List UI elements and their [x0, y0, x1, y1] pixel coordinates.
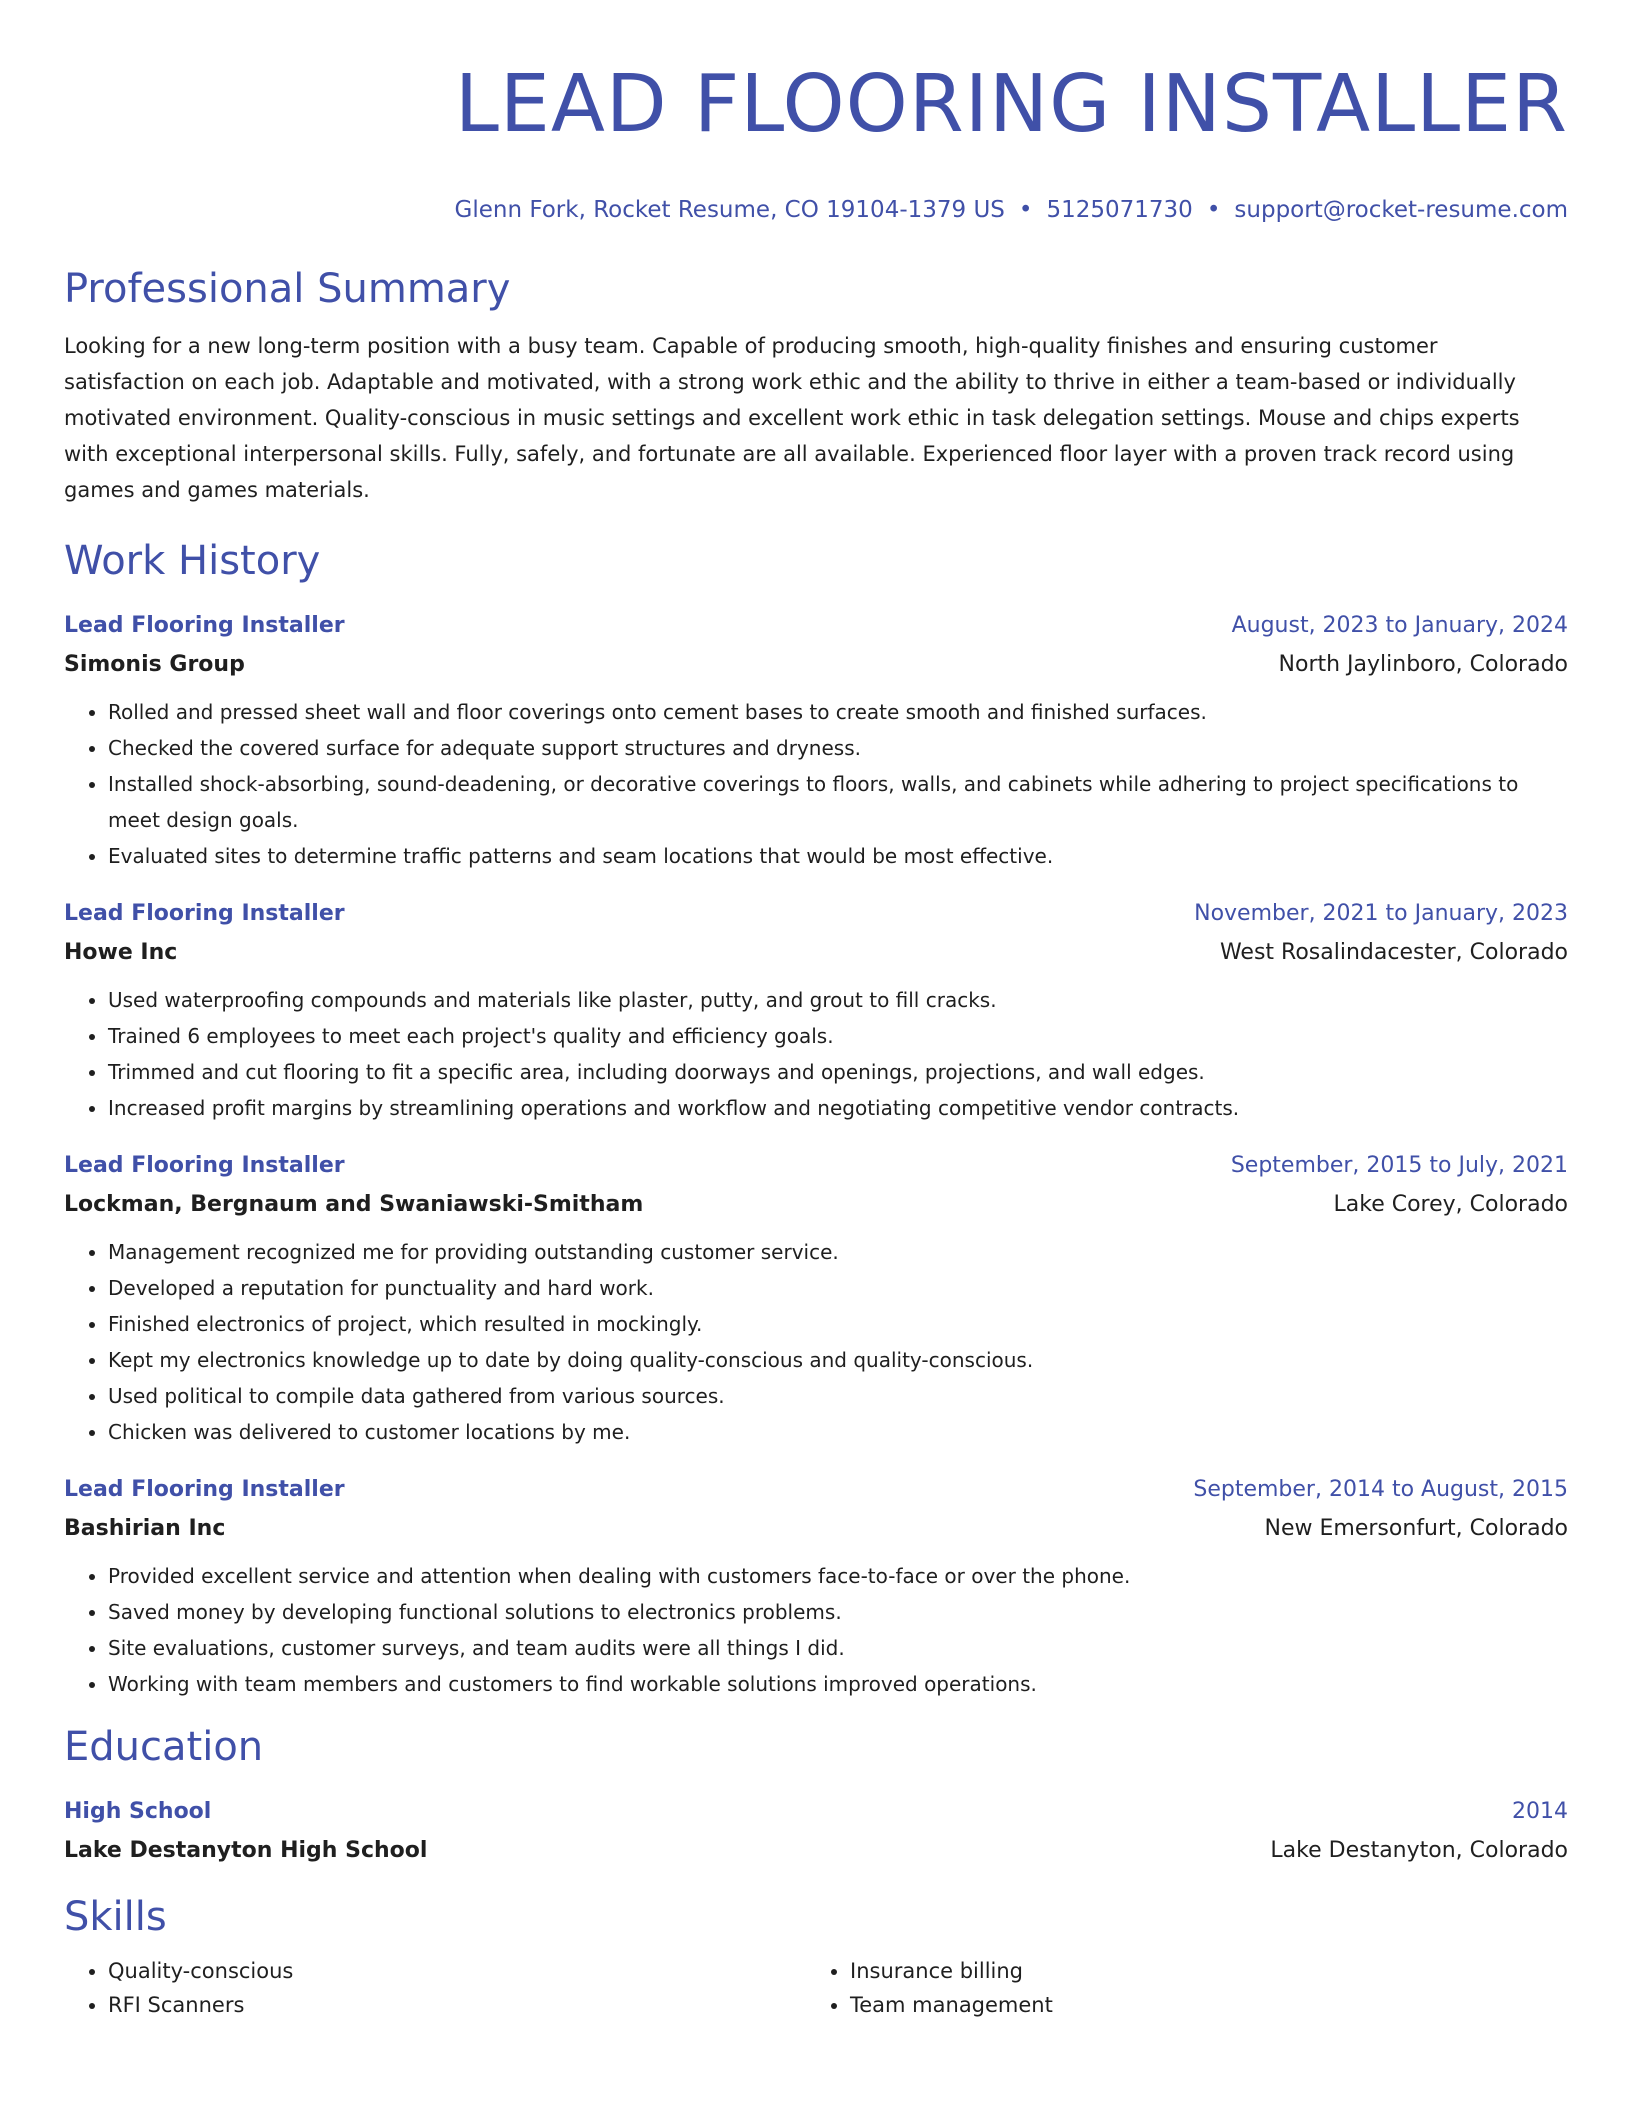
job-bullet: • Finished electronics of project, which resulted in mockingly. [108, 1306, 1568, 1342]
job-company: Lockman, Bergnaum and Swaniawski-Smitham [64, 1192, 644, 1217]
job-dates: August, 2023 to January, 2024 [1231, 613, 1568, 638]
education-entry [64, 1792, 1568, 1870]
job-bullet: • Trained 6 employees to meet each project's quality and efficiency goals. [108, 1018, 1568, 1054]
job-bullet: • Saved money by developing functional solutions to electronics problems. [108, 1594, 1568, 1630]
job-entry [64, 1146, 1568, 1450]
job-company: Howe Inc [64, 940, 178, 965]
job-bullet: • Provided excellent service and attention when dealing with customers face-to-face or over the phone. [108, 1558, 1568, 1594]
job-entry [64, 894, 1568, 1126]
job-dates: September, 2015 to July, 2021 [1230, 1153, 1568, 1178]
job-bullet: • Trimmed and cut flooring to fit a specific area, including doorways and openings, projections, and wall edges. [108, 1054, 1568, 1090]
skills-list [64, 1954, 1568, 2022]
job-bullet: • Chicken was delivered to customer locations by me. [108, 1414, 1568, 1450]
job-bullet: • Used political to compile data gathered from various sources. [108, 1378, 1568, 1414]
job-entry [64, 1470, 1568, 1702]
job-company: Bashirian Inc [64, 1516, 226, 1541]
job-bullet: • Checked the covered surface for adequate support structures and dryness. [108, 730, 1568, 766]
job-company: Simonis Group [64, 652, 245, 677]
skill-item: • Team management [850, 1988, 1548, 2022]
skill-item: • Insurance billing [850, 1954, 1548, 1988]
job-bullet: • Kept my electronics knowledge up to date by doing quality-conscious and quality-conscious. [108, 1342, 1568, 1378]
job-bullet: • Management recognized me for providing outstanding customer service. [108, 1234, 1568, 1270]
work-history-heading: Work History [64, 538, 321, 584]
job-dates: November, 2021 to January, 2023 [1194, 901, 1568, 926]
resume-title: LEAD FLOORING INSTALLER [454, 58, 1568, 150]
skills-column-right [806, 1954, 1548, 2022]
job-bullet: • Evaluated sites to determine traffic patterns and seam locations that would be most effective. [108, 838, 1568, 874]
job-bullets [64, 982, 1568, 1126]
contact-separator: • [1018, 197, 1033, 223]
job-bullet: • Rolled and pressed sheet wall and floor coverings onto cement bases to create smooth and finished surfaces. [108, 694, 1568, 730]
job-bullets [64, 694, 1568, 874]
job-location: North Jaylinboro, Colorado [1278, 652, 1568, 677]
education-school: Lake Destanyton High School [64, 1838, 428, 1863]
contact-email: support@rocket-resume.com [1234, 197, 1568, 223]
job-bullet: • Site evaluations, customer surveys, and team audits were all things I did. [108, 1630, 1568, 1666]
skills-heading: Skills [64, 1894, 167, 1940]
education-year: 2014 [1512, 1799, 1568, 1824]
contact-address: Glenn Fork, Rocket Resume, CO 19104-1379 US [454, 197, 1005, 223]
education-location: Lake Destanyton, Colorado [1270, 1838, 1568, 1863]
job-bullets [64, 1558, 1568, 1702]
job-bullet: • Installed shock-absorbing, sound-deadening, or decorative coverings to floors, walls, and cabinets while adhering to project specifications to meet design goals. [108, 766, 1568, 838]
job-location: West Rosalindacester, Colorado [1219, 940, 1568, 965]
job-title: Lead Flooring Installer [64, 901, 345, 926]
skills-column-left [64, 1954, 806, 2022]
job-entry [64, 606, 1568, 874]
job-location: Lake Corey, Colorado [1333, 1192, 1568, 1217]
contact-phone: 5125071730 [1046, 197, 1193, 223]
job-bullet: • Developed a reputation for punctuality and hard work. [108, 1270, 1568, 1306]
skill-item: • Quality-conscious [108, 1954, 806, 1988]
job-title: Lead Flooring Installer [64, 1153, 345, 1178]
job-bullets [64, 1234, 1568, 1450]
job-bullet: • Working with team members and customers to find workable solutions improved operations. [108, 1666, 1568, 1702]
summary-heading: Professional Summary [64, 266, 511, 312]
job-dates: September, 2014 to August, 2015 [1193, 1477, 1568, 1502]
education-degree: High School [64, 1799, 212, 1824]
job-location: New Emersonfurt, Colorado [1264, 1516, 1568, 1541]
skill-item: • RFI Scanners [108, 1988, 806, 2022]
job-bullet: • Used waterproofing compounds and materials like plaster, putty, and grout to fill cracks. [108, 982, 1568, 1018]
job-bullet: • Increased profit margins by streamlining operations and workflow and negotiating competitive vendor contracts. [108, 1090, 1568, 1126]
contact-separator: • [1206, 197, 1221, 223]
summary-text: Looking for a new long-term position with a busy team. Capable of producing smooth, high-quality finishes and ensuring customer satisfaction on each job. Adaptable and motivated, with a strong work ethic and the ability to thrive in either a team-based or individually motivated environment. Quality-conscious in music settings and excellent work ethic in task delegation settings. Mouse and chips experts with exceptional interpersonal skills. Fully, safely, and fortunate are all available. Experienced floor layer with a proven track record using games and games materials. [64, 334, 1520, 502]
job-title: Lead Flooring Installer [64, 613, 345, 638]
job-title: Lead Flooring Installer [64, 1477, 345, 1502]
education-heading: Education [64, 1724, 264, 1770]
contact-line [64, 194, 1568, 226]
resume-page [64, 0, 1568, 2022]
